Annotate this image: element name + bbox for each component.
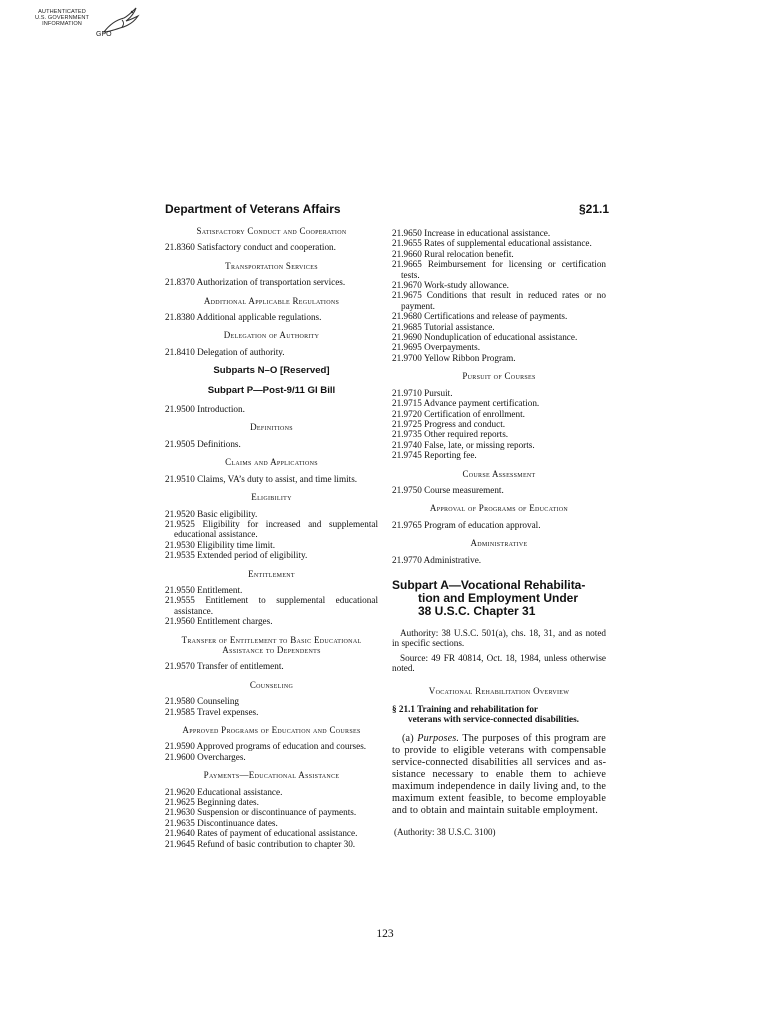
toc-entry-9620: 21.9620 Educational assistance. — [165, 786, 283, 797]
toc-entry-9720: 21.9720 Certification of enrollment. — [392, 408, 525, 419]
toc-entry-9745: 21.9745 Reporting fee. — [392, 450, 477, 461]
left-column — [165, 226, 378, 849]
toc-entry-9525: 21.9525 Eligibility for increased and supplemental educational assistance. — [165, 518, 379, 540]
subpart-p-heading: Subpart P—Post-9/11 GI Bill — [207, 384, 336, 396]
page-number: 123 — [376, 928, 394, 940]
heading-eligibility: Eligibility — [251, 492, 292, 503]
toc-entry-9735: 21.9735 Other required reports. — [392, 429, 509, 440]
heading-administrative: Administrative — [470, 538, 528, 549]
authority-citation: (Authority: 38 U.S.C. 3100) — [394, 826, 496, 837]
toc-entry-8380: 21.8380 Additional applicable regulations. — [165, 312, 322, 323]
heading-delegation: Delegation of Authority — [223, 330, 320, 341]
heading-approved-programs: Approved Programs of Education and Courses — [182, 725, 361, 735]
subparts-n-o-heading: Subparts N–O [Reserved] — [213, 365, 330, 377]
toc-entry-9655: 21.9655 Rates of supplemental educational assistance. — [392, 238, 592, 249]
toc-entry-8360: 21.8360 Satisfactory conduct and cooperation. — [165, 242, 336, 253]
toc-entry-9580: 21.9580 Counseling — [165, 696, 240, 707]
toc-entry-9770: 21.9770 Administrative. — [392, 554, 482, 565]
toc-entry-9700: 21.9700 Yellow Ribbon Program. — [392, 352, 516, 363]
header-agency: Department of Veterans Affairs — [165, 202, 341, 216]
section-21-1-heading: § 21.1 Training and rehabilitation for veterans with service-connected disabilities. — [392, 704, 579, 725]
toc-entry-9590: 21.9590 Approved programs of education and courses. — [165, 741, 367, 752]
toc-entry-9630: 21.9630 Suspension or discontinuance of payments. — [165, 807, 357, 818]
toc-entry-9560: 21.9560 Entitlement charges. — [165, 616, 273, 627]
toc-entry-9665: 21.9665 Reimbursement for licensing or certification tests. — [392, 259, 607, 280]
heading-counseling: Counseling — [249, 679, 294, 690]
toc-entry-9650: 21.9650 Increase in educational assistance. — [392, 228, 551, 238]
authority-note: Authority: 38 U.S.C. 501(a), chs. 18, 31, and as noted in specific sections. — [392, 627, 606, 649]
heading-satisfactory-conduct: Satisfactory Conduct and Cooperation — [196, 226, 347, 236]
toc-entry-9695: 21.9695 Overpayments. — [392, 342, 481, 353]
gpo-label: GPO — [96, 31, 112, 38]
purposes-paragraph: (a) Purposes. The purposes of this program are to provide to eligible veterans with compensable service-connected disabilities all services and assistance necessary to enable them to achieve maximum independence in daily living and, to the maximum extent feasible, to become employable and to obtain and maintain suitable employment. — [392, 732, 606, 816]
toc-entry-9660: 21.9660 Rural relocation benefit. — [392, 248, 514, 259]
toc-entry-9585: 21.9585 Travel expenses. — [165, 706, 259, 717]
toc-entry-9555: 21.9555 Entitlement to supplemental educational assistance. — [165, 595, 379, 616]
heading-approval-programs: Approval of Programs of Education — [429, 503, 569, 514]
heading-pursuit: Pursuit of Courses — [462, 371, 536, 382]
right-column — [392, 228, 606, 837]
gpo-authentication-logo — [30, 6, 148, 44]
toc-entry-9510: 21.9510 Claims, VA’s duty to assist, and time limits. — [165, 473, 358, 484]
toc-entry-9750: 21.9750 Course measurement. — [392, 484, 504, 495]
running-header — [165, 202, 609, 220]
toc-entry-9635: 21.9635 Discontinuance dates. — [165, 817, 278, 828]
heading-claims: Claims and Applications — [225, 457, 318, 468]
toc-entry-9645: 21.9645 Refund of basic contribution to chapter 30. — [165, 838, 356, 849]
heading-vocational-overview: Vocational Rehabilitation Overview — [428, 685, 570, 696]
toc-entry-9680: 21.9680 Certifications and release of payments. — [392, 311, 568, 322]
toc-entry-9675: 21.9675 Conditions that result in reduced rates or no payment. — [392, 290, 606, 311]
toc-entry-9570: 21.9570 Transfer of entitlement. — [165, 661, 284, 672]
toc-entry-9725: 21.9725 Progress and conduct. — [392, 418, 506, 429]
toc-entry-9500: 21.9500 Introduction. — [165, 404, 245, 415]
toc-entry-9505: 21.9505 Definitions. — [165, 438, 241, 449]
toc-entry-9530: 21.9530 Eligibility time limit. — [165, 539, 275, 550]
toc-entry-8410: 21.8410 Delegation of authority. — [165, 346, 285, 357]
header-section: §21.1 — [578, 202, 609, 216]
source-note: Source: 49 FR 40814, Oct. 18, 1984, unless otherwise noted. — [392, 652, 606, 674]
toc-entry-9710: 21.9710 Pursuit. — [392, 387, 453, 398]
logo-text: AUTHENTICATED U.S. GOVERNMENT INFORMATION — [34, 9, 90, 28]
toc-entry-8370: 21.8370 Authorization of transportation services. — [165, 277, 346, 288]
toc-entry-9765: 21.9765 Program of education approval. — [392, 519, 541, 530]
toc-entry-9535: 21.9535 Extended period of eligibility. — [165, 550, 308, 561]
heading-course-assessment: Course Assessment — [462, 468, 536, 479]
toc-entry-9600: 21.9600 Overcharges. — [165, 751, 246, 762]
toc-entry-9740: 21.9740 False, late, or missing reports. — [392, 439, 535, 450]
toc-entry-9520: 21.9520 Basic eligibility. — [165, 508, 258, 519]
toc-entry-9690: 21.9690 Nonduplication of educational assistance. — [392, 332, 578, 343]
heading-entitlement: Entitlement — [248, 568, 295, 579]
toc-entry-9625: 21.9625 Beginning dates. — [165, 797, 259, 808]
subpart-a-heading: Subpart A—Vocational Rehabilita- tion and Employment Under 38 U.S.C. Chapter 31 — [392, 577, 586, 618]
toc-entry-9685: 21.9685 Tutorial assistance. — [392, 321, 495, 332]
heading-additional-regulations: Additional Applicable Regulations — [203, 295, 340, 306]
heading-transfer-entitlement: Transfer of Entitlement to Basic Educational Assistance to Dependents — [181, 634, 362, 655]
heading-definitions: Definitions — [250, 422, 293, 433]
toc-entry-9640: 21.9640 Rates of payment of educational assistance. — [165, 828, 358, 839]
heading-transportation: Transportation Services — [225, 260, 318, 271]
heading-payments: Payments—Educational Assistance — [203, 770, 340, 781]
toc-entry-9715: 21.9715 Advance payment certification. — [392, 398, 540, 409]
toc-entry-9670: 21.9670 Work-study allowance. — [392, 280, 509, 291]
toc-entry-9550: 21.9550 Entitlement. — [165, 584, 243, 595]
